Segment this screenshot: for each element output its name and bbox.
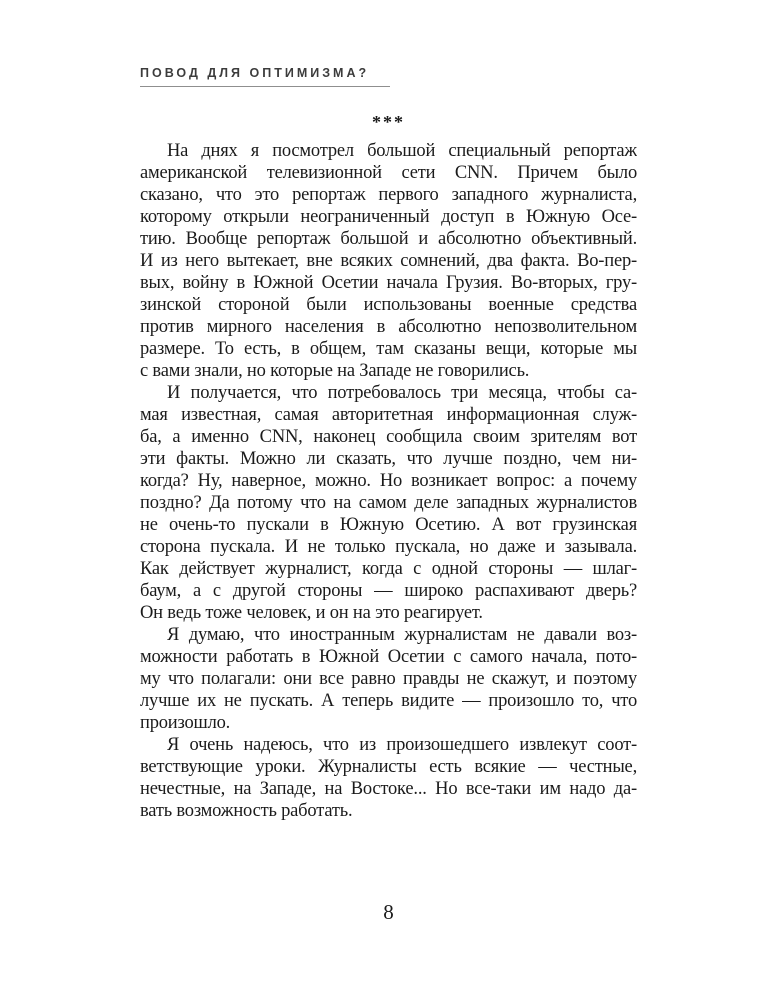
- paragraph: [140, 624, 637, 734]
- text-line: с вами знали, но которые на Западе не говорились.: [140, 361, 530, 381]
- text-line: нечестные, на Западе, на Востоке... Но все-таки им надо да-: [140, 779, 637, 799]
- text-line: против мирного населения в абсолютно непозволительном: [140, 317, 637, 337]
- text-line: которому открыли неограниченный доступ в Южную Осе-: [140, 207, 637, 227]
- text-line: можности работать в Южной Осетии с самого начала, пото-: [140, 647, 637, 667]
- text-line: поздно? Да потому что на самом деле западных журналистов: [140, 493, 637, 513]
- paragraph: [140, 140, 637, 382]
- text-line: баум, а с другой стороны — широко распахивают дверь?: [140, 581, 637, 601]
- running-header-title: ПОВОД ДЛЯ ОПТИМИЗМА?: [140, 66, 370, 80]
- text-line: Он ведь тоже человек, и он на это реагирует.: [140, 603, 483, 623]
- text-line: му что полагали: они все равно правды не скажут, и поэтому: [140, 669, 637, 689]
- text-line: сторона пускала. И не только пускала, но даже и зазывала.: [140, 537, 637, 557]
- paragraph: [140, 382, 637, 624]
- text-line: не очень-то пускали в Южную Осетию. А вот грузинская: [140, 515, 637, 535]
- text-line: мая известная, самая авторитетная информационная служ-: [140, 405, 637, 425]
- text-line: Я очень надеюсь, что из произошедшего извлекут соот-: [167, 735, 637, 755]
- text-line: вать возможность работать.: [140, 801, 353, 821]
- text-line: вых, войну в Южной Осетии начала Грузия. Во-вторых, гру-: [140, 273, 637, 293]
- text-line: ветствующие уроки. Журналисты есть всякие — честные,: [140, 757, 637, 777]
- text-line: Я думаю, что иностранным журналистам не давали воз-: [167, 625, 637, 645]
- text-line: эти факты. Можно ли сказать, что лучше поздно, чем ни-: [140, 449, 637, 469]
- text-line: когда? Ну, наверное, можно. Но возникает вопрос: а почему: [140, 471, 637, 491]
- page-number: 8: [383, 900, 394, 924]
- text-line: Как действует журналист, когда с одной стороны — шлаг-: [140, 559, 637, 579]
- text-line: зинской стороной были использованы военные средства: [140, 295, 637, 315]
- text-line: На днях я посмотрел большой специальный репортаж: [167, 141, 637, 161]
- text-line: тию. Вообще репортаж большой и абсолютно объективный.: [140, 229, 637, 249]
- running-header: [140, 66, 390, 87]
- text-line: произошло.: [140, 713, 231, 733]
- text-line: ба, а именно CNN, наконец сообщила своим зрителям вот: [140, 427, 637, 447]
- text-line: размере. То есть, в общем, там сказаны вещи, которые мы: [140, 339, 637, 359]
- text-line: И из него вытекает, вне всяких сомнений, два факта. Во-пер-: [140, 251, 637, 271]
- text-line: лучше их не пускать. А теперь видите — произошло то, что: [140, 691, 637, 711]
- page-text: [140, 140, 637, 822]
- text-line: И получается, что потребовалось три месяца, чтобы са-: [167, 383, 637, 403]
- section-separator: ***: [372, 112, 405, 132]
- text-line: американской телевизионной сети CNN. Причем было: [140, 163, 637, 183]
- text-line: сказано, что это репортаж первого западного журналиста,: [140, 185, 637, 205]
- paragraph: [140, 734, 637, 822]
